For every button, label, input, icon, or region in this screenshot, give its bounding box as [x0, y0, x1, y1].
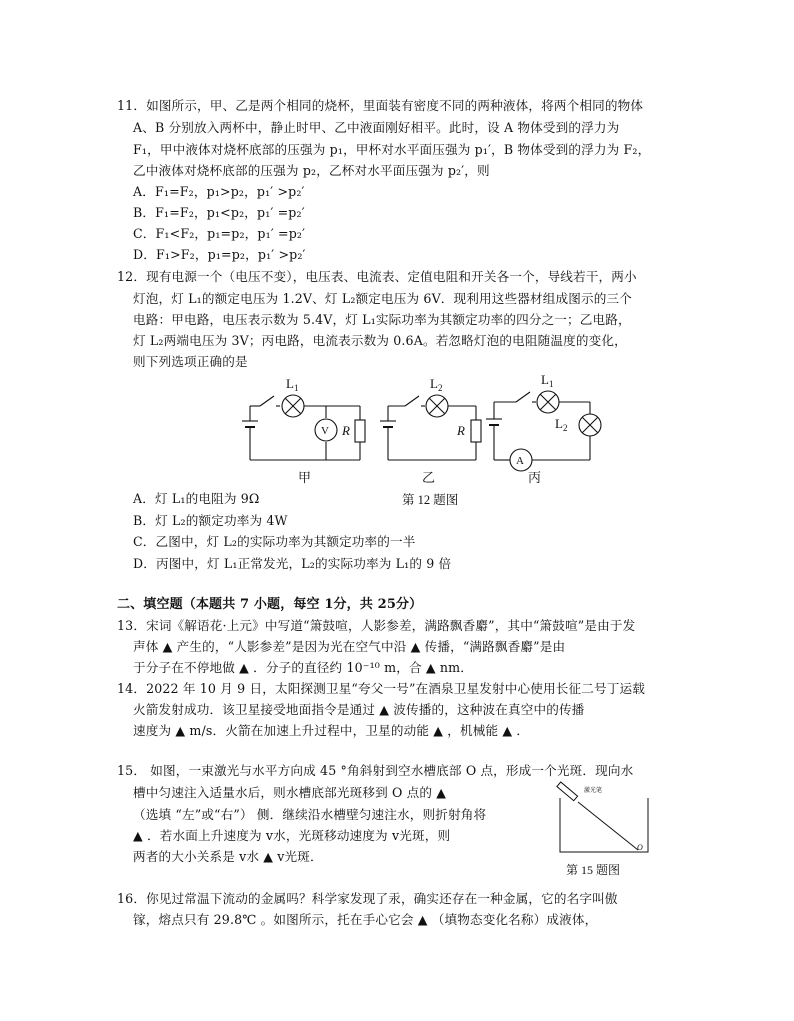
label-l2: $L_2$ — [555, 416, 568, 433]
q14-line-1: 14．2022 年 10 月 9 日，太阳探测卫星“夸父一号”在酒泉卫星发射中心使用长征二号丁运载 — [117, 681, 645, 696]
label-r: R — [342, 423, 350, 438]
label-l1: $L_1$ — [286, 376, 299, 393]
q12-option-b: B．灯 L₂的额定功率为 4W — [133, 513, 288, 528]
label-bing: 丙 — [528, 470, 542, 485]
q15-tank-figure — [548, 780, 658, 880]
q15-line-3: （选填 “左”或“右”） 侧．继续沿水槽壁匀速注水，则折射角将 — [133, 807, 487, 822]
q15-line-5: 两者的大小关系是 v水 ▲ v光斑． — [133, 849, 323, 864]
q12-line-4: 灯 L₂两端电压为 3V；丙电路，电流表示数为 0.6A。若忽略灯泡的电阻随温度的变化， — [133, 333, 627, 348]
label-l2: $L_2$ — [430, 376, 443, 393]
q14-line-2: 火箭发射成功．该卫星接受地面指令是通过 ▲ 波传播的，这种波在真空中的传播 — [133, 702, 585, 717]
q16-line-2: 镓，熔点只有 29.8℃ 。如图所示，托在手心它会 ▲ （填物态变化名称）成液体， — [133, 912, 598, 927]
water-tank — [560, 798, 648, 852]
laser-pen — [557, 782, 578, 801]
q12-circuit-figure — [240, 372, 610, 512]
label-a: A — [516, 455, 524, 467]
switch-blade — [260, 396, 274, 406]
q13-line-1: 13．宋词《解语花·上元》中写道“箫鼓喧，人影参差，满路飘香麝”，其中“箫鼓喧”是由于发 — [117, 618, 636, 633]
q14-line-3: 速度为 ▲ m/s．火箭在加速上升过程中，卫星的动能 ▲ ，机械能 ▲ ． — [133, 723, 530, 738]
circuit-yi — [380, 395, 481, 460]
q11-line-2: A、B 分别放入两杯中，静止时甲、乙中液面刚好相平。此时，设 A 物体受到的浮力为 — [133, 120, 620, 135]
circuit-bing — [486, 391, 601, 471]
q11-option-c: C．F₁<F₂，p₁=p₂，p₁′ =p₂′ — [133, 226, 306, 241]
label-yi: 乙 — [422, 470, 436, 485]
q11-line-1: 11．如图所示，甲、乙是两个相同的烧杯，里面装有密度不同的两种液体，将两个相同的物体 — [117, 98, 644, 113]
resistor-r — [355, 420, 365, 442]
section-heading-fill-blank: 二、填空题（本题共 7 小题，每空 1分，共 25分） — [117, 597, 423, 612]
q12-line-5: 则下列选项正确的是 — [133, 354, 248, 369]
q13-line-3: 于分子在不停地做 ▲ ．分子的直径约 10⁻¹⁰ m，合 ▲ nm． — [133, 660, 473, 675]
q15-figure-caption: 第 15 题图 — [566, 863, 621, 877]
q11-line-4: 乙中液体对烧杯底部的压强为 p₂，乙杯对水平面压强为 p₂′，则 — [133, 163, 490, 178]
q16-line-1: 16．你见过常温下流动的金属吗？科学家发现了汞，确实还存在一种金属，它的名字叫傲 — [117, 891, 618, 906]
laser-beam — [578, 802, 638, 850]
q13-line-2: 声体 ▲ 产生的，“人影参差”是因为光在空气中沿 ▲ 传播，“满路飘香麝”是由 — [133, 639, 566, 654]
q11-option-d: D．F₁>F₂，p₁=p₂，p₁′ >p₂′ — [133, 247, 306, 262]
label-r: R — [457, 423, 465, 438]
q15-line-4: ▲ ．若水面上升速度为 v水，光斑移动速度为 v光斑，则 — [133, 828, 451, 843]
label-jia: 甲 — [298, 470, 312, 485]
q12-line-3: 电路：甲电路，电压表示数为 5.4V，灯 L₁实际功率为其额定功率的四分之一；乙电路， — [133, 312, 631, 327]
q12-line-1: 12．现有电源一个（电压不变），电压表、电流表、定值电阻和开关各一个，导线若干，两小 — [117, 269, 637, 284]
q12-figure-caption: 第 12 题图 — [402, 493, 459, 507]
q12-option-c: C．乙图中，灯 L₂的实际功率为其额定功率的一半 — [133, 534, 416, 549]
q12-line-2: 灯泡，灯 L₁的额定电压为 1.2V、灯 L₂额定电压为 6V．现利用这些器材组成图示的三个 — [133, 291, 632, 306]
q15-line-2: 槽中匀速注入适量水后，则水槽底部光斑移到 O 点的 ▲ — [133, 785, 447, 800]
q12-option-a: A．灯 L₁的电阻为 9Ω — [133, 491, 260, 506]
q11-option-a: A．F₁=F₂，p₁>p₂，p₁′ >p₂′ — [133, 184, 305, 199]
label-l1: $L_1$ — [541, 372, 554, 389]
label-v: V — [321, 425, 329, 437]
q11-option-b: B．F₁=F₂，p₁<p₂，p₁′ =p₂′ — [133, 205, 305, 220]
q11-line-3: F₁，甲中液体对烧杯底部的压强为 p₁，甲杯对水平面压强为 p₁′，B 物体受到的浮力为 F₂， — [133, 142, 651, 157]
q15-line-1: 15． 如图，一束激光与水平方向成 45 °角斜射到空水槽底部 O 点，形成一个光斑．现向水 — [117, 763, 634, 778]
q12-option-d: D．丙图中，灯 L₁正常发光，L₂的实际功率为 L₁的 9 倍 — [133, 556, 452, 571]
point-o-label: O — [637, 843, 643, 852]
laser-pen-label: 激光笔 — [584, 788, 603, 794]
